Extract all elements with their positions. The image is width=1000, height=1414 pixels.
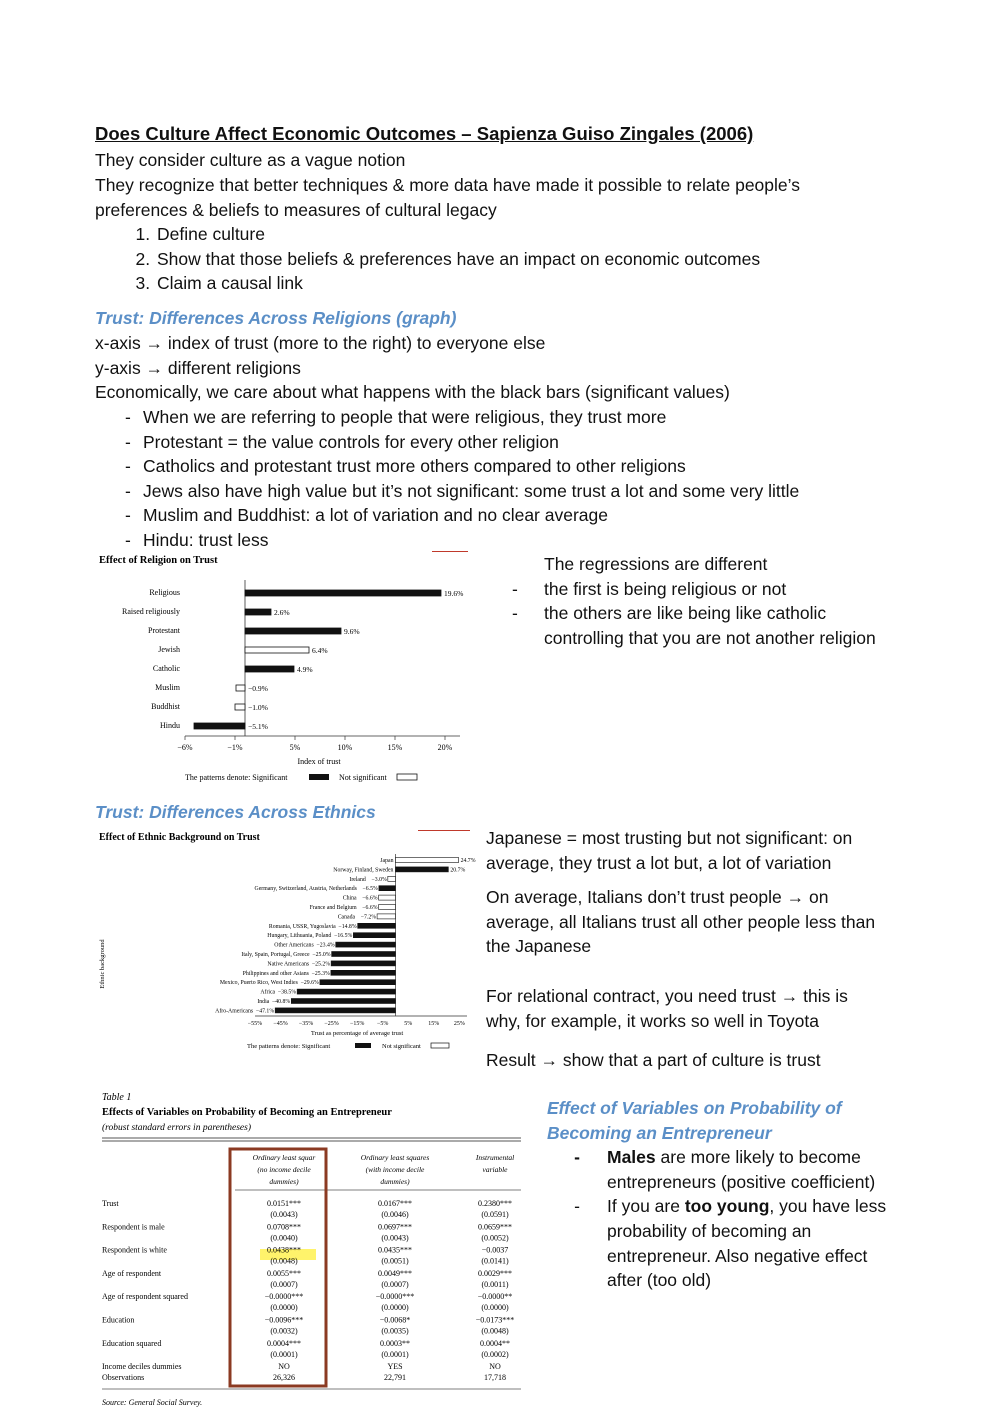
table-cell-se: (0.0000) <box>270 1303 298 1313</box>
category-label: Mexico, Puerto Rico, West Indies <box>219 980 298 987</box>
regression-note <box>512 552 876 650</box>
table-subtitle: (robust standard errors in parentheses) <box>102 1123 252 1133</box>
table-cell: 0.0055*** <box>267 1268 301 1278</box>
table-cell-se: (0.0043) <box>381 1233 409 1243</box>
category-label: Afro-Americans <box>215 1008 254 1015</box>
bar-value-label: −38.5% <box>277 989 297 996</box>
table-cell: 0.0659*** <box>478 1222 512 1232</box>
bar <box>236 685 245 691</box>
table-cell-se: (0.0001) <box>381 1349 409 1359</box>
bar-value-label: −6.5% <box>362 886 378 893</box>
bar <box>395 858 458 863</box>
column-header: Instrumental <box>475 1153 515 1162</box>
list-item: - Protestant = the value controls for every other religion <box>125 430 799 455</box>
bar <box>336 942 396 947</box>
category-label: Ireland <box>349 876 366 883</box>
chart-legend: The patterns denote: Significant <box>247 1043 331 1050</box>
chart-legend-2: Not significant <box>382 1043 421 1050</box>
list-item: - Hindu: trust less <box>125 528 799 553</box>
note-line: average, they trust a lot but, a lot of variation <box>486 852 832 873</box>
list-item: 1. Define culture <box>155 222 760 247</box>
bar <box>353 933 395 938</box>
list-item: - Catholics and protestant trust more others compared to other religions <box>125 454 799 479</box>
bar-value-label: −7.2% <box>360 914 377 921</box>
table-cell-se: (0.0032) <box>270 1326 298 1336</box>
table-cell-se: (0.0052) <box>481 1233 509 1243</box>
row-label: Age of respondent squared <box>102 1292 188 1302</box>
note-bullet: - the first is being religious or not <box>512 578 787 599</box>
bar <box>379 905 396 910</box>
table-cell-se: (0.0046) <box>381 1210 409 1219</box>
table-cell: −0.0037 <box>481 1245 509 1255</box>
chart-legend-2: Not significant <box>339 773 387 782</box>
note-bullet: - the others are like being like catholic <box>512 603 827 624</box>
category-label: Buddhist <box>151 702 180 711</box>
bar-value-label: 19.6% <box>444 589 464 598</box>
category-label: Jewish <box>158 645 180 654</box>
bar <box>332 952 396 957</box>
bar <box>297 989 395 994</box>
x-tick-label: −15% <box>349 1021 365 1027</box>
table-cell: 26,326 <box>273 1373 295 1382</box>
row-label: Respondent is male <box>102 1222 165 1232</box>
bar-value-label: −1.0% <box>248 703 268 712</box>
x-tick-label: 5% <box>404 1021 413 1027</box>
section-heading-ethnics: Trust: Differences Across Ethnics <box>95 802 376 822</box>
table-cell: −0.0096*** <box>264 1315 304 1325</box>
list-item: 2. Show that those beliefs & preferences have an impact on economic outcomes <box>155 247 760 272</box>
category-label: Italy, Spain, Portugal, Greece <box>241 952 310 958</box>
column-header: Ordinary least squar <box>252 1153 316 1162</box>
bar-value-label: −6.6% <box>362 905 378 911</box>
table-cell: 0.0151*** <box>267 1199 301 1208</box>
list-item: - When we are referring to people that were religious, they trust more <box>125 405 799 430</box>
bar <box>331 961 395 966</box>
page-title: Does Culture Affect Economic Outcomes – Sapienza Guiso Zingales (2006) <box>95 123 754 144</box>
ethnic-trust-chart <box>95 828 476 1053</box>
note-bullet: - If you are too young, you have less <box>574 1196 887 1217</box>
table-cell-se: (0.0043) <box>270 1210 298 1219</box>
section-heading-entrepreneur: Effect of Variables on Probability of <box>547 1098 842 1118</box>
table-cell-se: (0.0048) <box>481 1326 509 1336</box>
category-label: France and Belgium <box>309 905 357 911</box>
bar-value-label: 9.6% <box>344 627 360 636</box>
bar-value-label: −25.0% <box>312 952 331 958</box>
note-bullet-cont: entrepreneur. Also negative effect <box>607 1245 868 1266</box>
bar-value-label: −3.0% <box>371 876 387 883</box>
x-tick-label: 15% <box>387 743 403 752</box>
table-cell-se: (0.0007) <box>270 1279 298 1289</box>
table-cell: 0.2380*** <box>478 1199 512 1208</box>
bar <box>245 628 341 634</box>
body-line: y-axis → different religions <box>95 358 301 378</box>
bar <box>379 886 396 891</box>
column-header: (no income decile <box>257 1165 311 1174</box>
bar <box>291 999 395 1004</box>
chart-ylabel: Ethnic background <box>99 939 106 989</box>
note-line: why, for example, it works so well in Toyota <box>486 1010 819 1031</box>
bar-value-label: 6.4% <box>312 646 328 655</box>
x-tick-label: 15% <box>428 1021 440 1027</box>
bar-value-label: −25.2% <box>311 961 331 968</box>
bar-value-label: −0.9% <box>248 684 268 693</box>
note-bullet: - Males are more likely to become <box>574 1147 861 1168</box>
table-cell-se: (0.0011) <box>481 1279 509 1289</box>
entrepreneur-regression-table <box>95 1086 530 1412</box>
column-header: dummies) <box>380 1177 410 1186</box>
category-label: Raised religiously <box>122 607 180 616</box>
table-cell: 0.0049*** <box>378 1268 412 1278</box>
category-label: Hungary, Lithuania, Poland <box>267 933 332 940</box>
x-tick-label: 5% <box>289 743 301 752</box>
table-cell-se: (0.0035) <box>381 1326 409 1336</box>
category-label: Germany, Switzerland, Austria, Netherlands <box>254 886 357 893</box>
column-header: Ordinary least squares <box>360 1153 430 1162</box>
table-title: Effects of Variables on Probability of Becoming an Entrepreneur <box>102 1107 392 1118</box>
table-cell: −0.0173*** <box>475 1315 515 1325</box>
table-cell: 0.0697*** <box>378 1222 412 1232</box>
row-label: Trust <box>102 1199 119 1208</box>
bar-value-label: −40.8% <box>272 999 291 1005</box>
category-label: Religious <box>149 588 180 597</box>
row-label: Education squared <box>102 1338 162 1348</box>
row-label: Education <box>102 1315 135 1325</box>
table-cell: NO <box>278 1362 290 1371</box>
category-label: Romania, USSR, Yugoslavia <box>268 923 336 930</box>
chart-legend: The patterns denote: Significant <box>185 773 288 782</box>
x-tick-label: −6% <box>177 743 193 752</box>
bar-value-label: −6.6% <box>362 895 378 902</box>
row-label: Age of respondent <box>102 1268 162 1278</box>
bar <box>379 895 396 900</box>
table-cell: 0.0004** <box>480 1338 510 1348</box>
table-cell: 22,791 <box>384 1373 406 1382</box>
section-heading-religions: Trust: Differences Across Religions (graph) <box>95 308 457 328</box>
chart-title: Effect of Ethnic Background on Trust <box>99 832 260 843</box>
table-cell-se: (0.0040) <box>270 1233 298 1243</box>
table-cell-se: (0.0000) <box>381 1303 409 1313</box>
list-item: - Jews also have high value but it’s not significant: some trust a lot and some very little <box>125 479 799 504</box>
table-cell: 0.0708*** <box>267 1222 301 1232</box>
table-cell: 0.0435*** <box>378 1245 412 1255</box>
row-label: Income deciles dummies <box>102 1362 182 1371</box>
x-tick-label: −55% <box>247 1021 263 1027</box>
x-tick-label: 25% <box>453 1021 465 1027</box>
table-cell-se: (0.0001) <box>270 1349 298 1359</box>
legend-not-significant-swatch <box>397 774 417 780</box>
bar-value-label: −14.8% <box>338 923 357 930</box>
category-label: Japan <box>380 858 394 864</box>
bar-value-label: −23.4% <box>316 942 335 949</box>
section-heading-entrepreneur-2: Becoming an Entrepreneur <box>547 1122 772 1143</box>
column-header: (with income decile <box>365 1165 425 1174</box>
legend-significant-swatch <box>309 774 329 780</box>
body-line: Economically, we care about what happens with the black bars (significant values) <box>95 382 730 402</box>
note-line: For relational contract, you need trust → this is <box>486 985 848 1006</box>
bar <box>245 609 271 615</box>
table-cell-se: (0.0000) <box>481 1303 509 1313</box>
bar-value-label: 2.6% <box>274 608 290 617</box>
table-cell: −0.0000*** <box>375 1292 415 1302</box>
intro-line-3: preferences & beliefs to measures of cultural legacy <box>95 200 497 220</box>
note-line: Result → show that a part of culture is trust <box>486 1050 821 1071</box>
bar <box>320 980 396 985</box>
bar <box>377 914 395 919</box>
table-caption: Table 1 <box>102 1092 132 1103</box>
category-label: India <box>257 999 270 1005</box>
bar <box>331 970 396 975</box>
row-label: Respondent is white <box>102 1245 167 1255</box>
x-tick-label: 20% <box>437 743 453 752</box>
x-tick-label: 10% <box>337 743 353 752</box>
category-label: Muslim <box>155 683 180 692</box>
table-cell: 0.0167*** <box>378 1199 412 1208</box>
legend-significant-swatch <box>355 1043 371 1048</box>
steps-list <box>95 222 760 296</box>
note-line: the Japanese <box>486 936 592 957</box>
table-cell-se: (0.0051) <box>381 1256 409 1266</box>
body-line: x-axis → index of trust (more to the right) to everyone else <box>95 333 546 353</box>
table-cell: −0.0068* <box>379 1315 411 1325</box>
bar <box>245 666 294 672</box>
bar-value-label: 24.7% <box>460 858 476 864</box>
category-label: Native Americans <box>267 961 310 968</box>
bar-value-label: −47.1% <box>255 1008 275 1015</box>
x-tick-label: −35% <box>298 1021 314 1027</box>
note-line: average, all Italians trust all other people less than <box>486 911 876 932</box>
religion-bullets <box>125 405 799 553</box>
note-bullet-cont: probability of becoming an <box>607 1220 812 1241</box>
chart-title: Effect of Religion on Trust <box>99 555 218 566</box>
bar <box>388 876 396 881</box>
note-line: On average, Italians don’t trust people → on <box>486 887 829 908</box>
table-cell-se: (0.0591) <box>481 1210 509 1219</box>
category-label: Canada <box>337 914 356 921</box>
table-cell: 0.0029*** <box>478 1268 512 1278</box>
note-intro: The regressions are different <box>544 554 768 574</box>
chart-xlabel: Index of trust <box>297 757 341 766</box>
bar <box>235 704 245 710</box>
category-label: Catholic <box>152 664 180 673</box>
category-label: Protestant <box>148 626 180 635</box>
bar-value-label: −25.3% <box>311 970 330 977</box>
category-label: Norway, Finland, Sweden <box>333 867 394 874</box>
category-label: Hindu <box>160 721 180 730</box>
table-cell-se: (0.0048) <box>270 1256 298 1266</box>
note-line: Japanese = most trusting but not significant: on <box>486 828 853 848</box>
table-cell-se: (0.0141) <box>481 1256 509 1266</box>
table-cell: NO <box>489 1362 501 1371</box>
table-cell: −0.0000*** <box>264 1292 304 1302</box>
bar <box>395 867 448 872</box>
table-source: Source: General Social Survey. <box>102 1398 203 1407</box>
table-cell: −0.0000** <box>477 1292 513 1302</box>
list-item: - Muslim and Buddhist: a lot of variation and no clear average <box>125 503 799 528</box>
entrepreneur-notes <box>547 1096 886 1293</box>
table-cell: 0.0003** <box>380 1338 410 1348</box>
bar-value-label: −16.5% <box>334 933 353 940</box>
bar-value-label: 20.7% <box>450 867 466 874</box>
category-label: Philippines and other Asians <box>242 970 309 977</box>
religion-trust-chart <box>95 550 475 788</box>
note-bullet-cont: controlling that you are not another religion <box>544 627 876 648</box>
bar <box>275 1008 395 1013</box>
category-label: Other Americans <box>274 942 314 949</box>
table-cell-se: (0.0007) <box>381 1279 409 1289</box>
x-tick-label: −1% <box>227 743 243 752</box>
bar <box>194 723 245 729</box>
ethnics-notes <box>486 826 875 1073</box>
table-cell: 17,718 <box>484 1373 506 1382</box>
category-label: China <box>342 895 357 902</box>
bar <box>358 923 396 928</box>
legend-not-significant-swatch <box>431 1043 449 1048</box>
x-tick-label: −45% <box>273 1021 288 1027</box>
note-bullet-cont: entrepreneurs (positive coefficient) <box>607 1171 876 1192</box>
bar <box>245 647 309 653</box>
column-header: variable <box>482 1165 508 1174</box>
table-cell: 0.0004*** <box>267 1338 301 1348</box>
row-label: Observations <box>102 1373 145 1382</box>
x-tick-label: −5% <box>377 1021 389 1027</box>
note-bullet-cont: after (too old) <box>607 1270 712 1291</box>
category-label: Africa <box>260 989 276 996</box>
bar-value-label: −29.6% <box>300 980 319 987</box>
table-cell: YES <box>387 1362 403 1371</box>
intro-line-2: They recognize that better techniques & more data have made it possible to relate people’s <box>95 175 800 195</box>
table-cell-se: (0.0002) <box>481 1349 509 1359</box>
column-header: dummies) <box>269 1177 299 1186</box>
table-cell: 0.0438*** <box>267 1245 301 1255</box>
bar <box>245 590 441 596</box>
x-tick-label: −25% <box>324 1021 339 1027</box>
bar-value-label: −5.1% <box>248 722 268 731</box>
list-item: 3. Claim a causal link <box>155 271 760 296</box>
bar-value-label: 4.9% <box>297 665 313 674</box>
chart-xlabel: Trust as percentage of average trust <box>310 1030 404 1037</box>
intro-line-1: They consider culture as a vague notion <box>95 150 406 170</box>
